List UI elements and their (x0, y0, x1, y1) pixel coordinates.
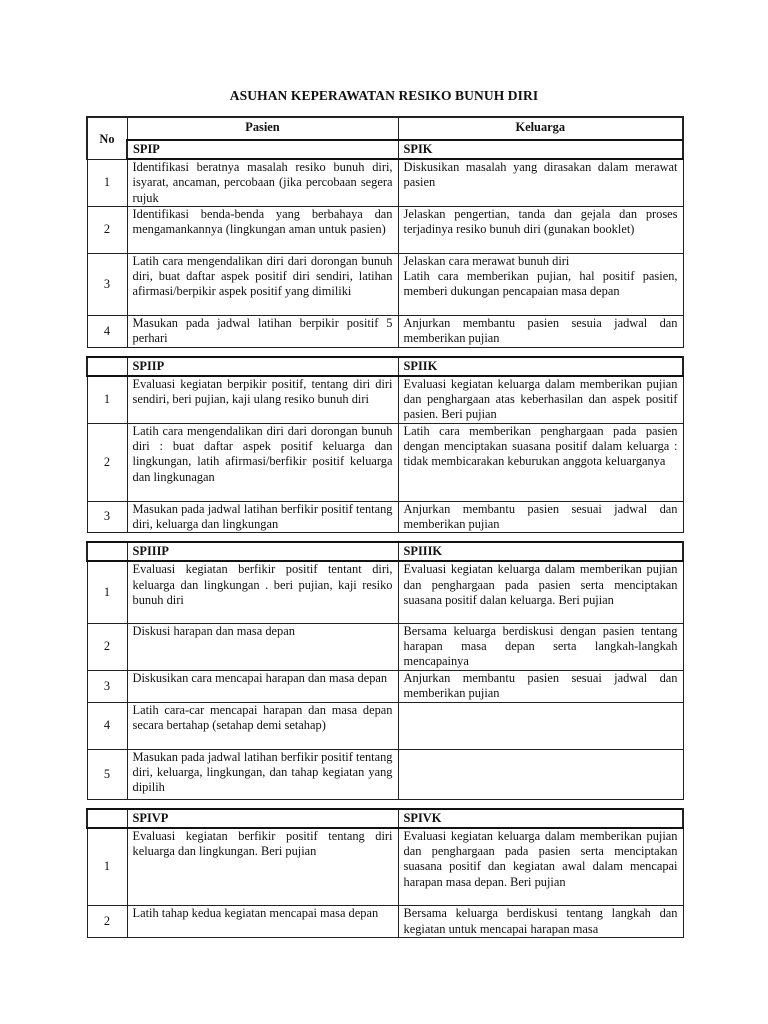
section-keluarga-code: SPIIIK (398, 542, 683, 561)
table-row (87, 828, 683, 906)
keluarga-cell: Anjurkan membantu pasien sesuai jadwal dan memberikan pujian (398, 670, 683, 702)
row-number: 2 (87, 423, 127, 501)
table-row (87, 561, 683, 623)
section-keluarga-code: SPIVK (398, 809, 683, 828)
pasien-cell: Masukan pada jadwal latihan berpikir positif 5 perhari (127, 315, 398, 347)
pasien-cell: Identifikasi beratnya masalah resiko bunuh diri, isyarat, ancaman, percobaan (jika percobaan segera rujuk (127, 159, 398, 206)
keluarga-cell: Latih cara memberikan penghargaan pada pasien dengan menciptakan suasana positif dalam keluarga : tidak membicarakan keburukan anggota keluarganya (398, 423, 683, 501)
keluarga-cell: Evaluasi kegiatan keluarga dalam memberikan pujian dan penghargaan atas keberhasilan dan aspek positif pasien. Beri pujian (398, 376, 683, 423)
row-number: 3 (87, 670, 127, 702)
table-row (87, 623, 683, 670)
pasien-cell: Masukan pada jadwal latihan berfikir positif tentang diri, keluarga, lingkungan, dan tahap kegiatan yang dipilih (127, 749, 398, 799)
pasien-cell: Evaluasi kegiatan berpikir positif, tentang diri diri sendiri, beri pujian, kaji ulang resiko bunuh diri (127, 376, 398, 423)
section-header (87, 542, 683, 561)
keluarga-cell: Bersama keluarga berdiskusi dengan pasien tentang harapan masa depan serta langkah-langkah mencapainya (398, 623, 683, 670)
header-keluarga: Keluarga (398, 117, 683, 140)
section-header (87, 809, 683, 828)
row-number: 2 (87, 206, 127, 253)
row-number: 1 (87, 159, 127, 206)
pasien-cell: Evaluasi kegiatan berfikir positif tentang diri keluarga dan lingkungan. Beri pujian (127, 828, 398, 906)
page-title: ASUHAN KEPERAWATAN RESIKO BUNUH DIRI (229, 88, 539, 103)
section-keluarga-code: SPIK (398, 140, 683, 159)
pasien-cell: Latih cara mengendalikan diri dari dorongan bunuh diri, buat daftar aspek positif diri sendiri, latihan afirmasi/berpikir aspek positif yang dimiliki (127, 253, 398, 315)
row-number: 1 (87, 828, 127, 906)
table-row (87, 702, 683, 749)
row-number: 2 (87, 906, 127, 938)
nursing-care-table (86, 116, 684, 938)
table-row (87, 376, 683, 423)
keluarga-cell: Evaluasi kegiatan keluarga dalam memberikan pujian dan penghargaan pada pasien serta menciptakan suasana positif dalan keluarga. Beri pujian (398, 561, 683, 623)
table-row (87, 315, 683, 347)
row-number: 1 (87, 376, 127, 423)
pasien-cell: Latih cara-car mencapai harapan dan masa depan secara bertahap (setahap demi setahap) (127, 702, 398, 749)
keluarga-cell: Diskusikan masalah yang dirasakan dalam merawat pasien (398, 159, 683, 206)
table-row (87, 253, 683, 315)
keluarga-cell: Evaluasi kegiatan keluarga dalam memberikan pujian dan penghargaan pada pasien serta menciptakan suasana positif dan kegiatan awal dalam mencapai harapan masa depan. Beri pujian (398, 828, 683, 906)
row-number: 4 (87, 315, 127, 347)
pasien-cell: Identifikasi benda-benda yang berbahaya dan mengamankannya (lingkungan aman untuk pasien) (127, 206, 398, 253)
row-number: 2 (87, 623, 127, 670)
section-header (87, 140, 683, 159)
keluarga-line: Jelaskan cara merawat bunuh diri (403, 253, 570, 268)
keluarga-cell (398, 749, 683, 799)
section-gap (87, 533, 683, 543)
row-number: 4 (87, 702, 127, 749)
keluarga-cell: Anjurkan membantu pasien sesuai jadwal dan memberikan pujian (398, 501, 683, 533)
keluarga-cell: Anjurkan membantu pasien sesuia jadwal dan memberikan pujian (398, 315, 683, 347)
table-row (87, 670, 683, 702)
pasien-cell: Diskusi harapan dan masa depan (127, 623, 398, 670)
pasien-cell: Latih cara mengendalikan diri dari dorongan bunuh diri : buat daftar aspek positif keluarga dan lingkungan, latih afirmasi/berfikir positif keluarga dan lingkunagan (127, 423, 398, 501)
table-row (87, 206, 683, 253)
row-number: 3 (87, 253, 127, 315)
section-pasien-code: SPIIP (127, 357, 398, 376)
pasien-cell: Latih tahap kedua kegiatan mencapai masa depan (127, 906, 398, 938)
pasien-cell: Evaluasi kegiatan berfikir positif tentant diri, keluarga dan lingkungan . beri pujian, kaji resiko bunuh diri (127, 561, 398, 623)
keluarga-cell (398, 253, 683, 315)
section-pasien-code: SPIVP (127, 809, 398, 828)
keluarga-line: Latih cara memberikan pujian, hal positif pasien, memberi dukungan pencapaian masa depan (403, 269, 678, 299)
table-row (87, 749, 683, 799)
section-gap (87, 347, 683, 357)
keluarga-cell (398, 702, 683, 749)
header-pasien: Pasien (127, 117, 398, 140)
keluarga-cell: Jelaskan pengertian, tanda dan gejala dan proses terjadinya resiko bunuh diri (gunakan booklet) (398, 206, 683, 253)
table-row (87, 501, 683, 533)
table-row (87, 906, 683, 938)
table-row (87, 423, 683, 501)
table-row (87, 159, 683, 206)
pasien-cell: Diskusikan cara mencapai harapan dan masa depan (127, 670, 398, 702)
header-no: No (87, 117, 127, 159)
row-number: 5 (87, 749, 127, 799)
section-pasien-code: SPIP (127, 140, 398, 159)
section-gap (87, 799, 683, 809)
section-keluarga-code: SPIIK (398, 357, 683, 376)
keluarga-cell: Bersama keluarga berdiskusi tentang langkah dan kegiatan untuk mencapai harapan masa (398, 906, 683, 938)
row-number: 3 (87, 501, 127, 533)
header-row (87, 117, 683, 140)
section-pasien-code: SPIIIP (127, 542, 398, 561)
section-header (87, 357, 683, 376)
row-number: 1 (87, 561, 127, 623)
pasien-cell: Masukan pada jadwal latihan berfikir positif tentang diri, keluarga dan lingkungan (127, 501, 398, 533)
